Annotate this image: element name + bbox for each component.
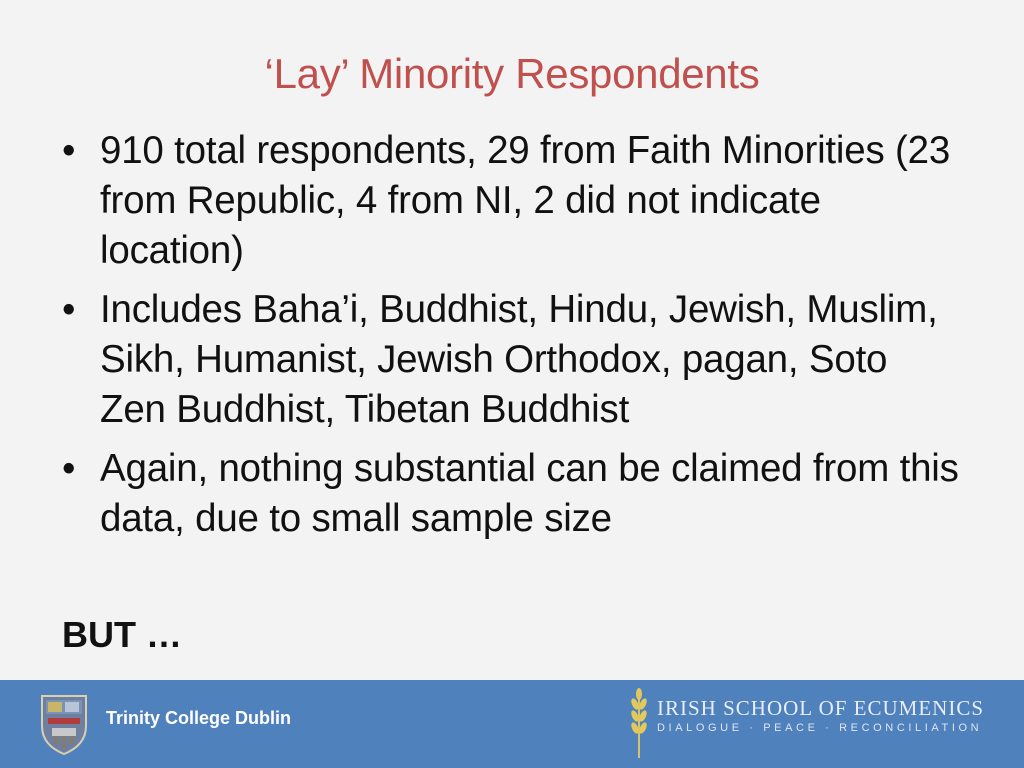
wheat-icon — [628, 686, 650, 760]
bullet-text: Again, nothing substantial can be claimed from this data, due to small sample size — [100, 447, 959, 540]
college-crest-icon — [38, 692, 90, 756]
bullet-text: Includes Baha’i, Buddhist, Hindu, Jewish, Muslim, Sikh, Humanist, Jewish Orthodox, pagan, Soto Zen Buddhist, Tibetan Buddhist — [100, 288, 938, 431]
bullet-item — [62, 126, 962, 276]
school-name: IRISH SCHOOL OF ECUMENICS — [657, 696, 985, 720]
school-tagline: DIALOGUE · PEACE · RECONCILIATION — [657, 722, 983, 734]
bullet-marker: • — [62, 288, 76, 331]
bullet-marker: • — [62, 447, 76, 490]
institution-name: Trinity College Dublin — [106, 708, 292, 728]
bullet-item — [62, 285, 962, 435]
bullet-list — [62, 126, 962, 553]
bullet-marker: • — [62, 129, 76, 172]
footer-bar — [0, 680, 1024, 768]
closing-text: BUT … — [62, 614, 182, 655]
slide-title: ‘Lay’ Minority Respondents — [264, 50, 760, 97]
bullet-item — [62, 444, 962, 544]
bullet-text: 910 total respondents, 29 from Faith Minorities (23 from Republic, 4 from NI, 2 did not indicate location) — [100, 129, 951, 272]
